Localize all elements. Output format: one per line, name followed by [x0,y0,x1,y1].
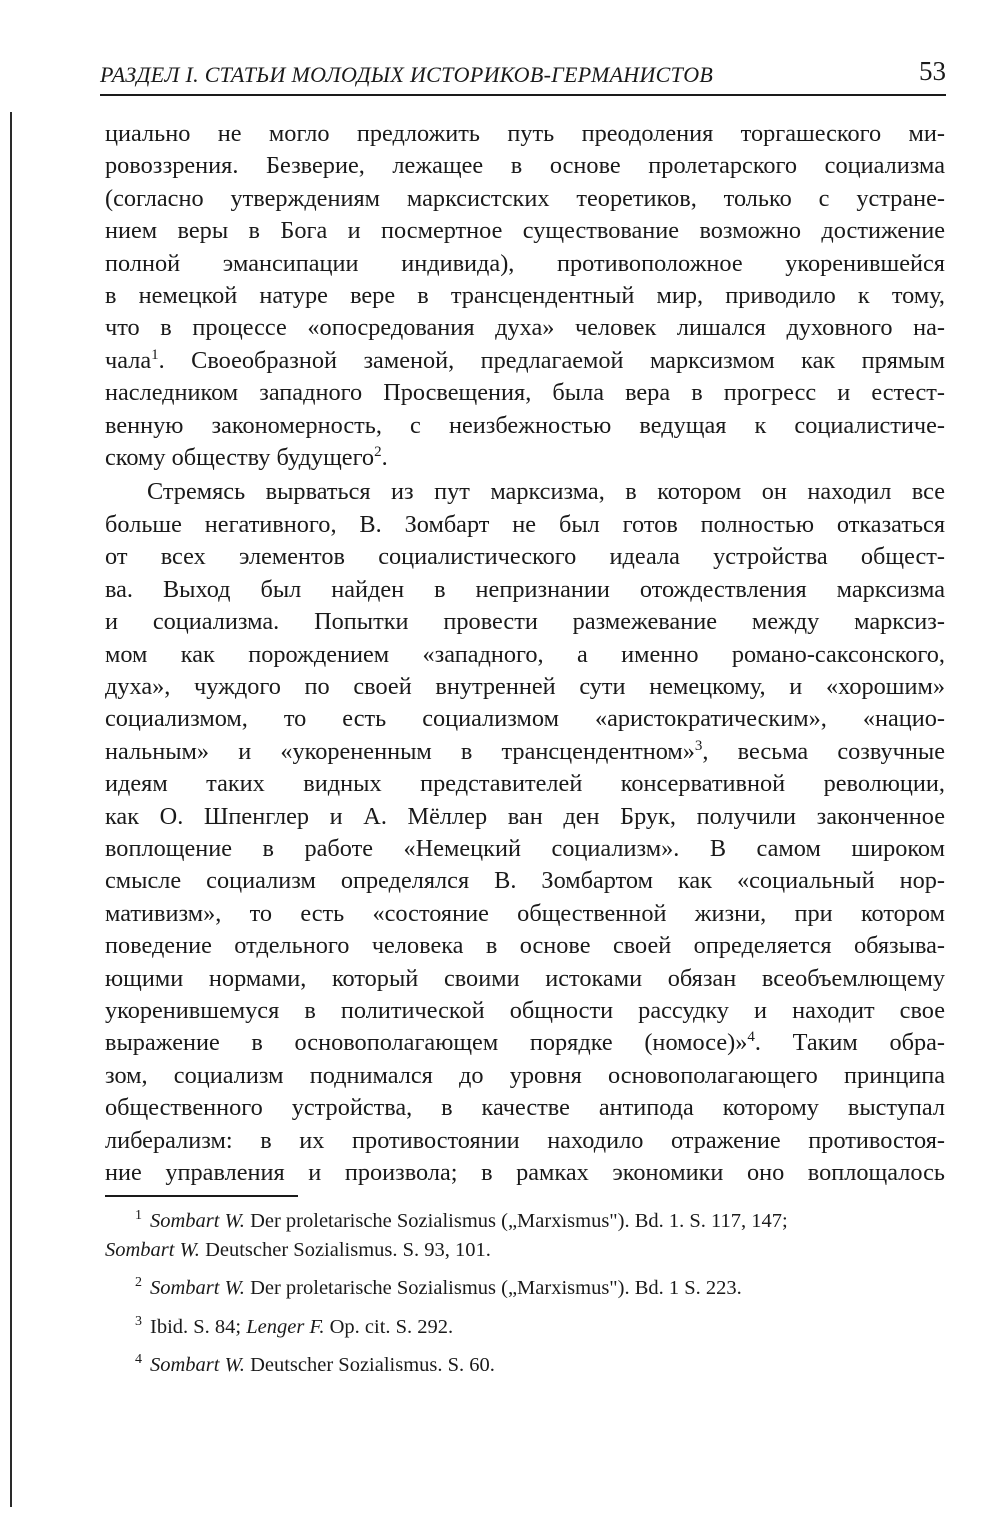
text-line: воплощение в работе «Немецкий социализм». В самом широком [105,834,945,862]
text-line: либерализм: в их противостоянии находило отражение противостоя- [105,1126,945,1154]
footnotes [105,1207,945,1380]
paragraph-1 [105,118,945,474]
paragraph-2 [105,476,945,1189]
footnote-separator [105,1195,298,1197]
text-segment: . Таким обра- [754,1029,945,1057]
page-edge-line [10,112,12,1507]
footnote-number: 2 [135,1275,142,1290]
footnote-author: Sombart W. [150,1354,245,1376]
footnote-number: 4 [135,1352,142,1367]
text-line: что в процессе «опосредования духа» человек лишался духовного на- [105,314,945,342]
page-number: 53 [919,56,946,86]
text-line: (согласно утверждениям марксистских теоретиков, только с устране- [105,184,945,212]
footnote-author: Sombart W. [150,1277,245,1299]
footnote-text: Der proletarische Sozialismus („Marxismus"). Bd. 1. S. 117, 147; [244,1210,788,1232]
text-line: поведение отдельного человека в основе своей определяется обязыва- [105,932,945,960]
text-segment: скому обществу будущего [105,444,375,472]
footnote-3 [105,1313,945,1342]
footnote-text: Deutscher Sozialismus. S. 60. [244,1354,495,1376]
text-line: ровоззрения. Безверие, лежащее в основе пролетарского социализма [105,152,945,180]
footnote-ref-3[interactable]: 3 [694,737,703,754]
text-line: в немецкой натуре вере в трансцендентный мир, приводило к тому, [105,282,945,310]
text-line: Стремясь вырваться из пут марксизма, в котором он находил все [147,478,945,506]
text-line: идеям таких видных представителей консервативной революции, [105,770,945,798]
text-line: венную закономерность, с неизбежностью ведущая к социалистиче- [105,411,945,439]
text-line: ва. Выход был найден в непризнании отождествления марксизма [105,575,945,603]
footnote-author: Lenger F. [246,1315,325,1338]
text-segment: , весьма созвучные [702,737,945,765]
main-text [105,118,945,1189]
text-line: духа», чуждого по своей внутренней сути немецкому, и «хорошим» [105,672,945,700]
text-segment: . [381,444,388,472]
text-segment: нальным» и «укорененным в трансцендентном» [105,737,695,765]
footnote-text: Op. cit. S. 292. [324,1315,454,1338]
running-header [100,54,946,96]
footnote-text: Ibid. S. 84; [150,1315,247,1338]
text-line [105,345,945,377]
footnote-author: Sombart W. [105,1238,200,1261]
text-line: как О. Шпенглер и А. Мёллер ван ден Брук, получили законченное [105,802,945,830]
text-line: ющими нормами, который своими истоками обязан всеобъемлющему [105,964,945,992]
section-title: РАЗДЕЛ I. СТАТЬИ МОЛОДЫХ ИСТОРИКОВ-ГЕРМАНИСТОВ [100,62,714,87]
text-line: общественного устройства, в качестве антипода которому выступал [105,1094,945,1122]
text-line [105,1027,945,1059]
footnote-4 [105,1351,945,1380]
text-line: наследником западного Просвещения, была вера в прогресс и естест- [105,379,945,407]
text-line: полной эмансипации индивида), противоположное укоренившейся [105,249,945,277]
text-segment: чала [105,346,152,374]
footnote-number: 1 [135,1208,142,1223]
text-line: укоренившемуся в политической общности рассудку и находит свое [105,996,945,1024]
footnote-1 [105,1207,945,1264]
footnote-ref-1[interactable]: 1 [151,346,159,363]
footnote-ref-4[interactable]: 4 [747,1029,755,1046]
text-line: от всех элементов социалистического идеала устройства общест- [105,543,945,571]
text-segment: . Своеобразной заменой, предлагаемой марксизмом как прямым [158,346,945,374]
text-line [105,442,945,474]
text-line: и социализма. Попытки провести размежевание между марксиз- [105,608,945,636]
footnote-2 [105,1274,945,1303]
text-line: мативизм», то есть «состояние общественной жизни, при котором [105,899,945,927]
text-line: мом как порождением «западного, а именно романо-саксонского, [105,640,945,668]
text-segment: выражение в основополагающем порядке (номосе)» [105,1029,748,1057]
text-line: ние управления и произвола; в рамках экономики оно воплощалось [105,1159,945,1186]
footnote-text: Der proletarische Sozialismus („Marxismus"). Bd. 1 S. 223. [244,1277,742,1299]
footnote-ref-2[interactable]: 2 [374,444,382,461]
text-line [105,736,945,768]
text-line: социализмом, то есть социализмом «аристократическим», «нацио- [105,705,945,733]
text-line: зом, социализм поднимался до уровня основополагающего принципа [105,1061,945,1089]
footnote-author: Sombart W. [150,1210,245,1232]
text-line: нием веры в Бога и посмертное существование возможно достижение [105,217,945,245]
footnote-number: 3 [135,1313,142,1329]
footnote-text: Deutscher Sozialismus. S. 93, 101. [199,1238,491,1261]
text-line: больше негативного, В. Зомбарт не был готов полностью отказаться [105,510,945,538]
text-line: циально не могло предложить путь преодоления торгашеского ми- [105,120,945,147]
text-line: смысле социализм определялся В. Зомбартом как «социальный нор- [105,867,945,895]
